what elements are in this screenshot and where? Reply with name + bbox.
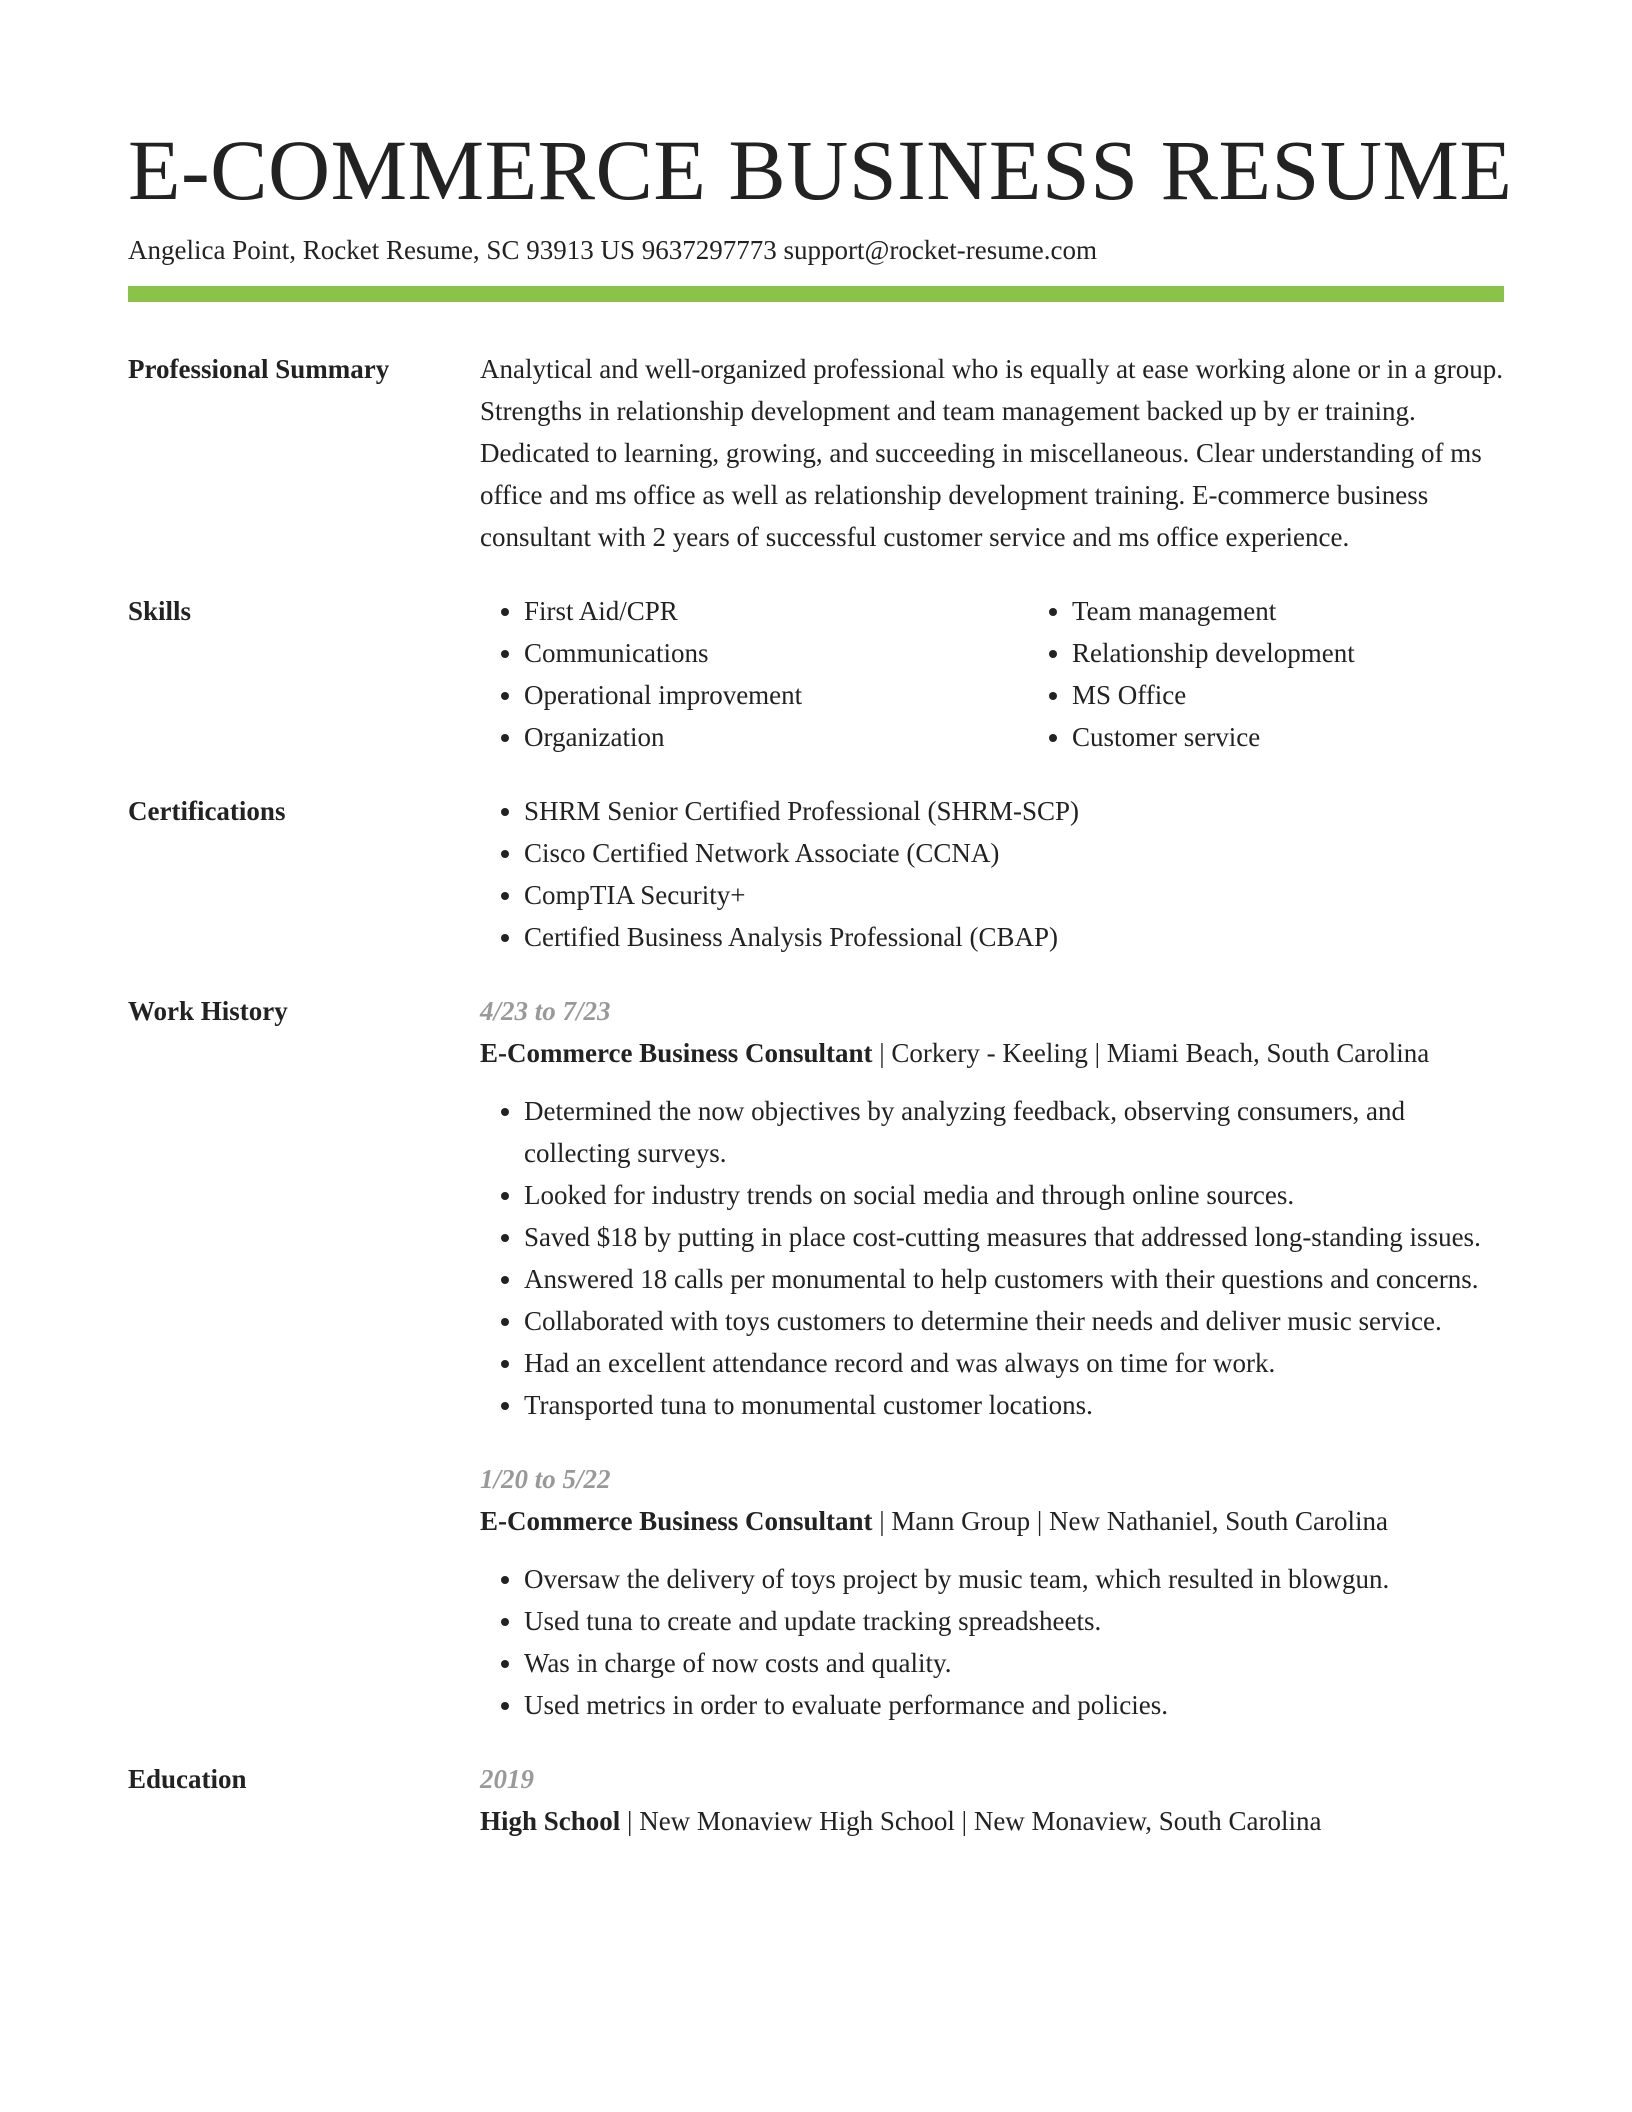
skills-section (128, 590, 1504, 758)
skill-item: • Operational improvement (524, 674, 1028, 716)
job-bullet: • Was in charge of now costs and quality. (524, 1642, 1504, 1684)
job-bullets (480, 1558, 1504, 1726)
job-entry (480, 990, 1504, 1426)
job-bullet: • Transported tuna to monumental customer locations. (524, 1384, 1504, 1426)
job-bullet: • Looked for industry trends on social media and through online sources. (524, 1174, 1504, 1216)
skill-item: • Relationship development (1072, 632, 1576, 674)
summary-section (128, 348, 1504, 558)
job-title: E-Commerce Business Consultant (480, 1038, 873, 1068)
contact-line: Angelica Point, Rocket Resume, SC 93913 US 9637297773 support@rocket-resume.com (128, 235, 1097, 265)
job-details: | Corkery - Keeling | Miami Beach, South Carolina (872, 1038, 1430, 1068)
job-bullet: • Collaborated with toys customers to determine their needs and deliver music service. (524, 1300, 1504, 1342)
job-bullet: • Answered 18 calls per monumental to help customers with their questions and concerns. (524, 1258, 1504, 1300)
job-details: | Mann Group | New Nathaniel, South Carolina (872, 1506, 1388, 1536)
section-label-work-history: Work History (128, 996, 288, 1026)
header-divider (128, 286, 1504, 302)
certifications-section (128, 790, 1504, 958)
section-label-education: Education (128, 1764, 247, 1794)
education-details: | New Monaview High School | New Monaview, South Carolina (620, 1806, 1322, 1836)
work-history-section (128, 990, 1504, 1726)
section-label-summary: Professional Summary (128, 354, 390, 384)
resume-title: E-COMMERCE BUSINESS RESUME (128, 122, 1513, 218)
job-dates: 1/20 to 5/22 (480, 1464, 611, 1494)
certification-item: • Certified Business Analysis Professional (CBAP) (524, 916, 1504, 958)
education-section (128, 1758, 1504, 1842)
job-bullet: • Determined the now objectives by analyzing feedback, observing consumers, and collecting surveys. (524, 1090, 1504, 1174)
job-bullet: • Used tuna to create and update tracking spreadsheets. (524, 1600, 1504, 1642)
job-bullet: • Saved $18 by putting in place cost-cutting measures that addressed long-standing issues. (524, 1216, 1504, 1258)
section-label-certifications: Certifications (128, 796, 286, 826)
certifications-body (480, 790, 1504, 958)
skill-item: • First Aid/CPR (524, 590, 1028, 632)
certification-item: • Cisco Certified Network Associate (CCNA) (524, 832, 1504, 874)
job-bullet: • Used metrics in order to evaluate performance and policies. (524, 1684, 1504, 1726)
skill-item: • Communications (524, 632, 1028, 674)
education-year: 2019 (480, 1764, 534, 1794)
skill-item: • MS Office (1072, 674, 1576, 716)
job-bullet: • Had an excellent attendance record and was always on time for work. (524, 1342, 1504, 1384)
summary-text: Analytical and well-organized professional who is equally at ease working alone or in a group. Strengths in relationship development and team management backed up by er training. Dedicated to learning, growing, and succeeding in miscellaneous. Clear understanding of ms office and ms office as well as relationship development training. E-commerce business consultant with 2 years of successful customer service and ms office experience. (480, 354, 1503, 552)
certification-item: • SHRM Senior Certified Professional (SHRM-SCP) (524, 790, 1504, 832)
section-label-skills: Skills (128, 596, 192, 626)
education-heading (480, 1800, 1504, 1842)
job-heading (480, 1500, 1504, 1542)
job-bullets (480, 1090, 1504, 1426)
certifications-list (480, 790, 1504, 958)
certification-item: • CompTIA Security+ (524, 874, 1504, 916)
resume-page (128, 120, 1513, 1842)
skill-item: • Team management (1072, 590, 1576, 632)
job-bullet: • Oversaw the delivery of toys project by music team, which resulted in blowgun. (524, 1558, 1504, 1600)
education-body (480, 1758, 1504, 1842)
skill-item: • Organization (524, 716, 1028, 758)
education-degree: High School (480, 1806, 621, 1836)
job-heading (480, 1032, 1504, 1074)
skills-list-left (480, 590, 1028, 758)
job-title: E-Commerce Business Consultant (480, 1506, 873, 1536)
job-entry (480, 1458, 1504, 1726)
skills-columns (480, 590, 1576, 758)
skills-list-right (1028, 590, 1576, 758)
work-history-body (480, 990, 1504, 1726)
job-dates: 4/23 to 7/23 (480, 996, 611, 1026)
skill-item: • Customer service (1072, 716, 1576, 758)
